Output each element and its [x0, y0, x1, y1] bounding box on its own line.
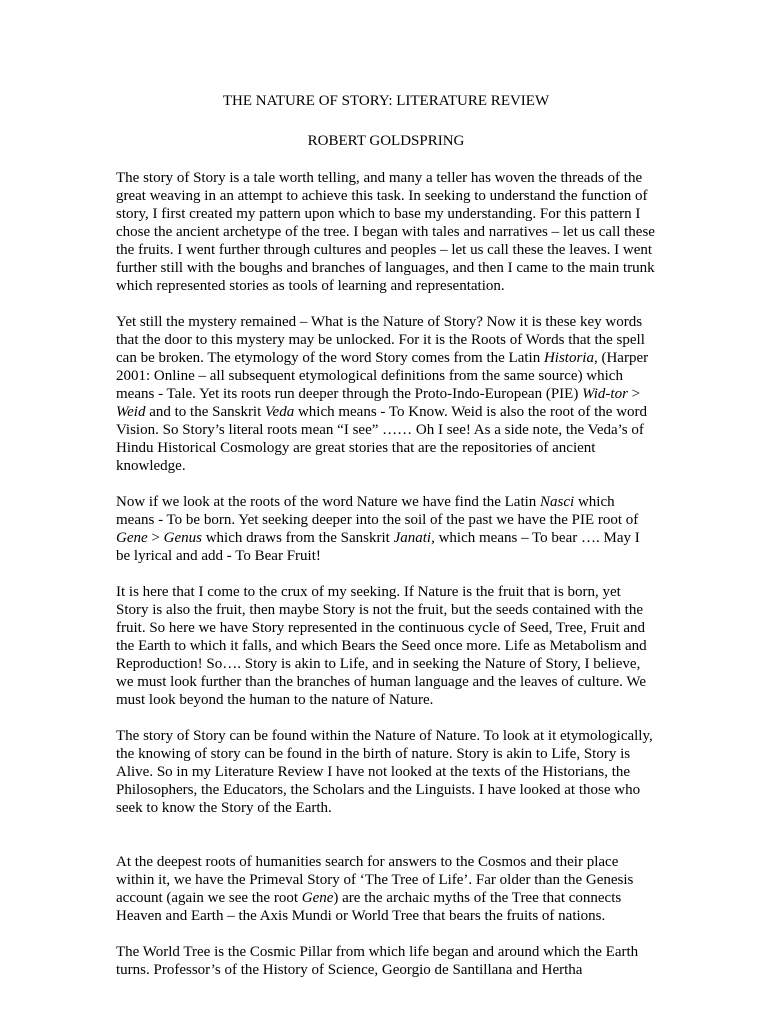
italic-term: Janati,	[393, 530, 435, 546]
document-author: ROBERT GOLDSPRING	[307, 133, 465, 149]
paragraph	[116, 493, 656, 565]
text-run: Now if we look at the roots of the word Nature we have find the Latin	[116, 494, 541, 510]
paragraph	[116, 313, 656, 475]
text-run: At the deepest roots of humanities search for answers to the Cosmos and their place within it, we have the Primeval Story of ‘The Tree of Life’. Far older than the Genesis account (again we see the root	[116, 854, 634, 906]
text-run: , (Harper 2001: Online – all subsequent etymological definitions from the same source) which means - Tale. Yet its roots run deeper through the Proto-Indo-European (PIE)	[116, 350, 649, 402]
text-run: and to the Sanskrit	[145, 404, 266, 420]
italic-term: Veda	[265, 404, 295, 420]
document-page	[116, 92, 656, 997]
text-run: The story of Story is a tale worth telling, and many a teller has woven the threads of the great weaving in an attempt to achieve this task. In seeking to understand the function of story, I first created my pattern upon which to base my understanding. For this pattern I chose the ancient archetype of the tree. I began with tales and narratives – let us call these the fruits. I went further through cultures and peoples – let us call these the leaves. I went further still with the boughs and branches of languages, and then I came to the main trunk which represented stories as tools of learning and representation.	[116, 170, 655, 294]
italic-term: Nasci	[540, 494, 575, 510]
text-run: The World Tree is the Cosmic Pillar from which life began and around which the Earth turns. Professor’s of the History of Science, Georgio de Santillana and Hertha	[116, 944, 639, 978]
text-run: which means - To be born. Yet seeking deeper into the soil of the past we have the PIE root of	[116, 494, 639, 528]
paragraph	[116, 943, 656, 979]
text-run: which means – To bear …. May I be lyrical and add - To Bear Fruit!	[116, 530, 640, 564]
text-run: Yet still the mystery remained – What is the Nature of Story? Now it is these key words that the door to this mystery may be unlocked. For it is the Roots of Words that the spell can be broken. The etymology of the word Story comes from the Latin	[116, 314, 645, 366]
text-run: It is here that I come to the crux of my seeking. If Nature is the fruit that is born, yet Story is also the fruit, then maybe Story is not the fruit, but the seeds contained with the fruit. So here we have Story represented in the continuous cycle of Seed, Tree, Fruit and the Earth to which it falls, and which Bears the Seed once more. Life as Metabolism and Reproduction! So…. Story is akin to Life, and in seeking the Nature of Story, I believe, we must look further than the branches of human language and the leaves of culture. We must look beyond the human to the nature of Nature.	[116, 584, 647, 708]
paragraph	[116, 727, 656, 817]
paragraph	[116, 583, 656, 709]
paragraph	[116, 169, 656, 295]
text-run: >	[627, 386, 641, 402]
paragraph	[116, 853, 656, 925]
text-run: >	[147, 530, 164, 546]
italic-term: Gene	[301, 890, 334, 906]
text-run: ) are the archaic myths of the Tree that connects Heaven and Earth – the Axis Mundi or World Tree that bears the fruits of nations.	[116, 890, 622, 924]
italic-term: Weid	[116, 404, 146, 420]
italic-term: Gene	[116, 530, 148, 546]
italic-term: Historia	[543, 350, 594, 366]
text-run: The story of Story can be found within the Nature of Nature. To look at it etymologically, the knowing of story can be found in the birth of nature. Story is akin to Life, Story is Alive. So in my Literature Review I have not looked at the texts of the Historians, the Philosophers, the Educators, the Scholars and the Linguists. I have looked at those who seek to know the Story of the Earth.	[116, 728, 653, 816]
text-run: which means - To Know. Weid is also the root of the word Vision. So Story’s literal roots mean “I see” …… Oh I see! As a side note, the Veda’s of Hindu Historical Cosmology are great stories that are the repositories of ancient knowledge.	[116, 404, 648, 474]
italic-term: Genus	[163, 530, 202, 546]
document-title: THE NATURE OF STORY: LITERATURE REVIEW	[222, 93, 550, 109]
italic-term: Wid-tor	[582, 386, 628, 402]
text-run: which draws from the Sanskrit	[201, 530, 394, 546]
